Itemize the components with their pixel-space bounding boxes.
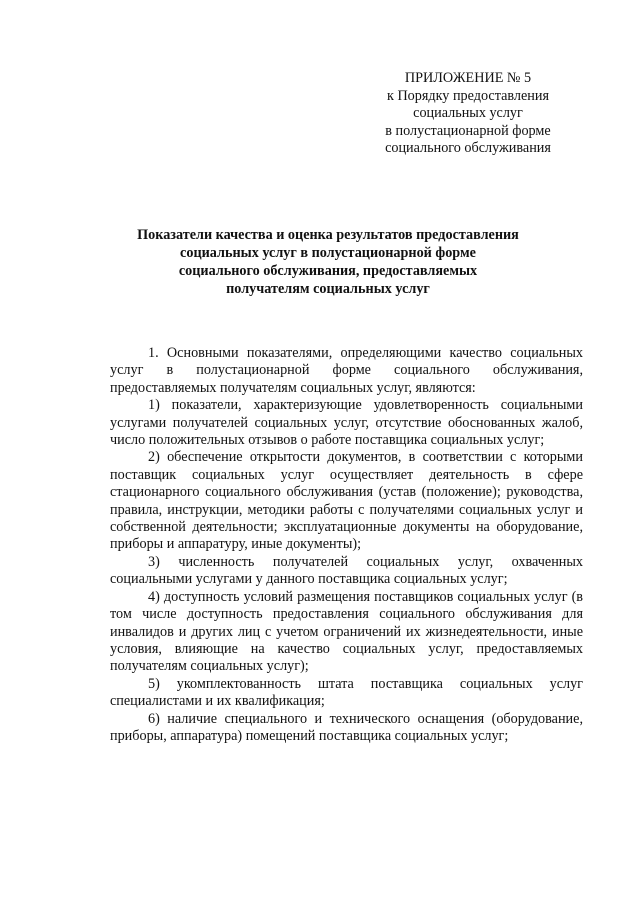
title-line: социальных услуг в полустационарной форме bbox=[180, 245, 476, 261]
title-line: Показатели качества и оценка результатов предоставления bbox=[137, 227, 519, 243]
paragraph-item-2: 2) обеспечение открытости документов, в соответствии с которыми поставщик социальных услуг осуществляет деятельность в сфере стационарного социального обслуживания (устав (положение); руководства, правила, инструкции, методики работы с получателями социальных услуг и собственной деятельности; эксплуатационные документы на оборудование, приборы и аппаратуру, иные документы); bbox=[110, 449, 583, 553]
paragraph-main-indicators: 1. Основными показателями, определяющими качество социальных услуг в полустационарной форме социального обслуживания, предоставляемых получателям социальных услуг, являются: bbox=[110, 345, 583, 396]
paragraph-item-3: 3) численность получателей социальных услуг, охваченных социальными услугами у данного поставщика социальных услуг; bbox=[110, 553, 583, 588]
paragraph-item-1: 1) показатели, характеризующие удовлетворенность социальными услугами получателей социальных услуг, отсутствие обоснованных жалоб, число положительных отзывов о работе поставщика социальных услуг; bbox=[110, 397, 583, 449]
document-title bbox=[100, 226, 556, 298]
appendix-header bbox=[360, 70, 576, 158]
paragraph-item-4: 4) доступность условий размещения поставщиков социальных услуг (в том числе доступность предоставления социального обслуживания для инвалидов и других лиц с учетом ограничений их жизнедеятельности, иные условия, влияющие на качество социальных услуг, предоставляемых получателям социальных услуг); bbox=[110, 588, 583, 675]
appendix-line: к Порядку предоставления bbox=[387, 87, 549, 104]
title-line: социального обслуживания, предоставляемых bbox=[178, 263, 478, 279]
appendix-line: социальных услуг bbox=[413, 105, 523, 121]
paragraph-item-5: 5) укомплектованность штата поставщика социальных услуг специалистами и их квалификация; bbox=[110, 675, 583, 710]
appendix-line: в полустационарной форме bbox=[385, 122, 551, 139]
title-line: получателям социальных услуг bbox=[226, 281, 430, 297]
appendix-line: социального обслуживания bbox=[385, 140, 551, 156]
appendix-number: ПРИЛОЖЕНИЕ № 5 bbox=[404, 70, 532, 86]
paragraph-item-6: 6) наличие специального и технического оснащения (оборудование, приборы, аппаратура) помещений поставщика социальных услуг; bbox=[110, 710, 583, 744]
document-body bbox=[110, 345, 583, 745]
